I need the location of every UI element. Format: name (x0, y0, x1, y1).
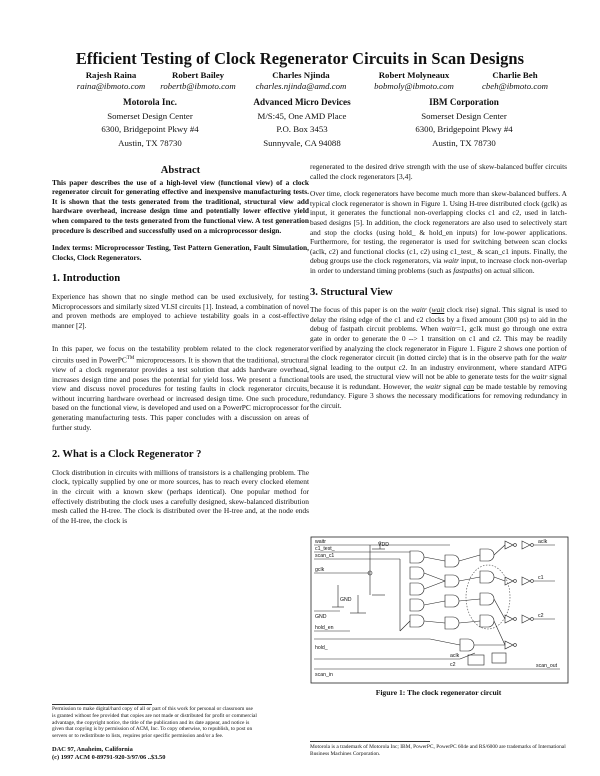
text-span: The focus of this paper is on the (310, 305, 412, 315)
author-email: cbeh@ibmoto.com (482, 81, 548, 92)
italic-span: fastpaths (453, 265, 480, 275)
affiliation-org: Motorola Inc. (123, 97, 177, 107)
section-heading: 2. What is a Clock Regenerator ? (52, 449, 202, 461)
affiliation-line: P.O. Box 3453 (276, 124, 328, 135)
signal-waitr-label: waitr (315, 539, 326, 545)
permission-notice: Permission to make digital/hard copy of all or part of this work for personal or classroom use is granted without fee provided that copies are not made or distributed for profit or commercial advantage, the copyright notice, the title of the publication and its date appear, and notice is given that copying is by permission of ACM, Inc. To copy otherwise, to republish, to post on servers or to redistribute to lists, requires prior specific permission and/or a fee. (52, 706, 257, 740)
text-span: ) on actual silicon. (479, 265, 535, 275)
left-column (52, 166, 309, 525)
signal-gclk-label: gclk (315, 567, 325, 573)
abstract-text: This paper describes the use of a high-level view (functional view) of a clock regenerator circuit for generating effective and inexpensive manufacturing tests. It is shown that the tests generated from the traditional, structural view add hardware overhead, increase design time and potentially lower effective yield when compared to the tests generated from the functional view. A test generation procedure is described and successfully used on a microprocessor design. (52, 177, 309, 235)
affiliation-line: Somerset Design Center (421, 110, 507, 121)
author-name: Charlie Beh (492, 70, 538, 80)
text-span: =1, gclk must go through one extra gate in order to generate the 0 --> 1 transition on c1 and c2. This may be readily verified by analyzing the clock regenerator in Figure 1. Figure 2 shows one portion of the clock regenerator circuit (in dotted circle) that is in the observe path for the (310, 324, 567, 363)
right-column (310, 162, 567, 411)
abstract-heading: Abstract (160, 165, 201, 176)
output-scan-out-label: scan_out (536, 663, 558, 669)
conference-line: DAC 97, Anaheim, California (52, 746, 133, 753)
author-block (374, 70, 454, 92)
output-aclk-label: aclk (538, 539, 548, 545)
author-name: Robert Bailey (171, 70, 225, 80)
paragraph (52, 344, 309, 432)
paragraph: regenerated to the desired drive strength with the use of skew-balanced buffer circuits called the clock regenerators [3,4]. (310, 162, 567, 181)
italic-span: wait (431, 305, 445, 315)
italic-span: waitr (441, 324, 457, 334)
affiliation-line: Austin, TX 78730 (118, 137, 182, 148)
signal-hold-en-label: hold_en (315, 625, 334, 631)
trademark-superscript: TM (126, 355, 135, 361)
copyright-line: (c) 1997 ACM 0-89791-920-3/97/06 ..$3.50 (52, 754, 166, 761)
italic-span: waitr (411, 305, 427, 315)
conference-info (52, 746, 165, 762)
vdd-label: VDD (378, 542, 389, 548)
italic-span: waitr (443, 256, 460, 266)
signal-scan-in-label: scan_in (315, 672, 333, 678)
clock-regenerator-schematic (310, 535, 570, 685)
gnd-label: GND (315, 614, 327, 620)
signal-aclk-label: aclk (450, 653, 460, 659)
italic-span: waitr (425, 381, 442, 391)
affiliation-org: IBM Corporation (429, 97, 499, 107)
text-span: Over time, clock regenerators have become much more than skew-balanced buffers. A typical clock regenerator is shown in Figure 1. Using H-tree distributed clock (gclk) as input, it generates the functional non-overlapping clocks c1 and c2, used in latch-based designs [5]. In addition, the clock regenerators are also used to selectively start and stop the clocks (using hold_ & hold_en inputs) for low-power applications. Furthermore, for testing, the regenerator is used for switching between scan clocks (aclk, c2) and functional clocks (c1, c2) using c1_test_ & scan_c1 inputs. Finally, the debug groups use the clock regenerators, via (310, 189, 567, 266)
author-email: raina@ibmoto.com (76, 81, 146, 92)
signal-hold-label: hold_ (315, 645, 328, 651)
author-email: charles.njinda@amd.com (255, 81, 347, 92)
author-block (77, 70, 145, 92)
text-span: In this paper, we focus on the testability problem related to the clock regenerator circuits used in PowerPC (52, 344, 309, 365)
affiliation-line: Somerset Design Center (107, 110, 193, 121)
text-span: signal (441, 381, 464, 391)
signal-scan-c1-label: scan_c1 (315, 553, 335, 559)
text-span: input, to increase clock non-overlap in order to understand timing problems (such as (310, 256, 567, 275)
footnote-rule (310, 741, 430, 742)
author-name: Charles Njinda (272, 70, 330, 80)
output-c2-label: c2 (538, 613, 544, 619)
text-span: clock rise) signal. This signal is used to delay the rising edge of the c1 and c2 clocks by a fixed amount (300 ps) to aid in the debug of fastpath circuit problems. When (310, 305, 567, 334)
affiliation-block (253, 96, 350, 150)
affiliation-line: Sunnyvale, CA 94088 (263, 137, 341, 148)
trademark-notice: Motorola is a trademark of Motorola Inc; IBM, PowerPC, PowerPC 604e and RS/6000 are trademarks of International Business Machines Corporation. (310, 744, 566, 757)
figure-caption: Figure 1: The clock regenerator circuit (375, 688, 502, 697)
author-name: Robert Molyneaux (378, 70, 450, 80)
affiliation-block (415, 96, 512, 150)
affiliation-org: Advanced Micro Devices (253, 97, 351, 107)
paragraph: Experience has shown that no single method can be used exclusively, for testing Microprocessors and similarly sized VLSI circuits [1]. Instead, a combination of novel and proven methods are employed to achieve testability goals in a cost-effective manner [2]. (52, 291, 309, 330)
affiliation-block (101, 96, 198, 150)
affiliation-line: 6300, Bridgepoint Pkwy #4 (101, 124, 199, 135)
italic-span: waitr (531, 372, 548, 382)
affiliation-line: M/S:45, One AMD Place (257, 110, 347, 121)
signal-c2-label: c2 (450, 662, 456, 668)
paragraph: Clock distribution in circuits with millions of transistors is a challenging problem. The clock, typically supplied by one or more sources, has to reach every clocked element in the circuit with a known skew (perhaps identical). One popular method for effectively distributing the clock uses a carefully designed, skew-balanced distribution mesh called the H-tree. The clock is distributed over the H-tree and, at the node ends of the H-tree, the clock is (52, 467, 309, 525)
section-heading: 3. Structural View (310, 286, 393, 298)
footnote-rule (52, 704, 152, 705)
paragraph (310, 305, 567, 411)
author-email: robertb@ibmoto.com (160, 81, 236, 92)
author-name: Rajesh Raina (85, 70, 137, 80)
section-heading: 1. Introduction (52, 273, 121, 285)
signal-c1-test-label: c1_test_ (315, 546, 335, 552)
italic-span: can (463, 381, 475, 391)
output-c1-label: c1 (538, 575, 544, 581)
index-terms: Index terms: Microprocessor Testing, Test Pattern Generation, Fault Simulation, Clocks, Clock Regenerators. (52, 243, 309, 262)
affiliation-line: 6300, Bridgepoint Pkwy #4 (415, 124, 513, 135)
paper-title: Efficient Testing of Clock Regenerator Circuits in Scan Designs (75, 49, 525, 68)
text-span: ( (426, 305, 432, 315)
text-span: be made testable by removing redundancy. Figure 3 shows the necessary modifications for removing redundancy in the circuit. (310, 381, 567, 411)
author-block (482, 70, 548, 92)
paragraph (310, 189, 567, 275)
author-email: bobmoly@ibmoto.com (374, 81, 454, 92)
italic-span: waitr (551, 353, 567, 363)
gnd-label: GND (340, 597, 352, 603)
text-span: signal leading to the output c2. In an industry environment, where standard ATPG tools are used, the structural view will not be able to generate tests for the (310, 362, 567, 382)
text-span: signal because it is redundant. However, the (310, 372, 567, 391)
author-block (160, 70, 235, 92)
text-span: microprocessors. It is shown that the traditional, structural view of a clock regenerator provides a test solution that adds hardware overhead, increases design time and poses the potential for yield loss. We present a functional view and discuss novel procedures for testing faults in clock regenerator circuits, without incurring hardware overhead or increased design time. One such procedure, based on the functional view, is developed and used on a PowerPC microprocessor for generating manufacturing tests. This paper concludes with a discussion on areas of further study. (52, 355, 309, 432)
author-block (256, 70, 347, 92)
affiliation-line: Austin, TX 78730 (432, 137, 496, 148)
